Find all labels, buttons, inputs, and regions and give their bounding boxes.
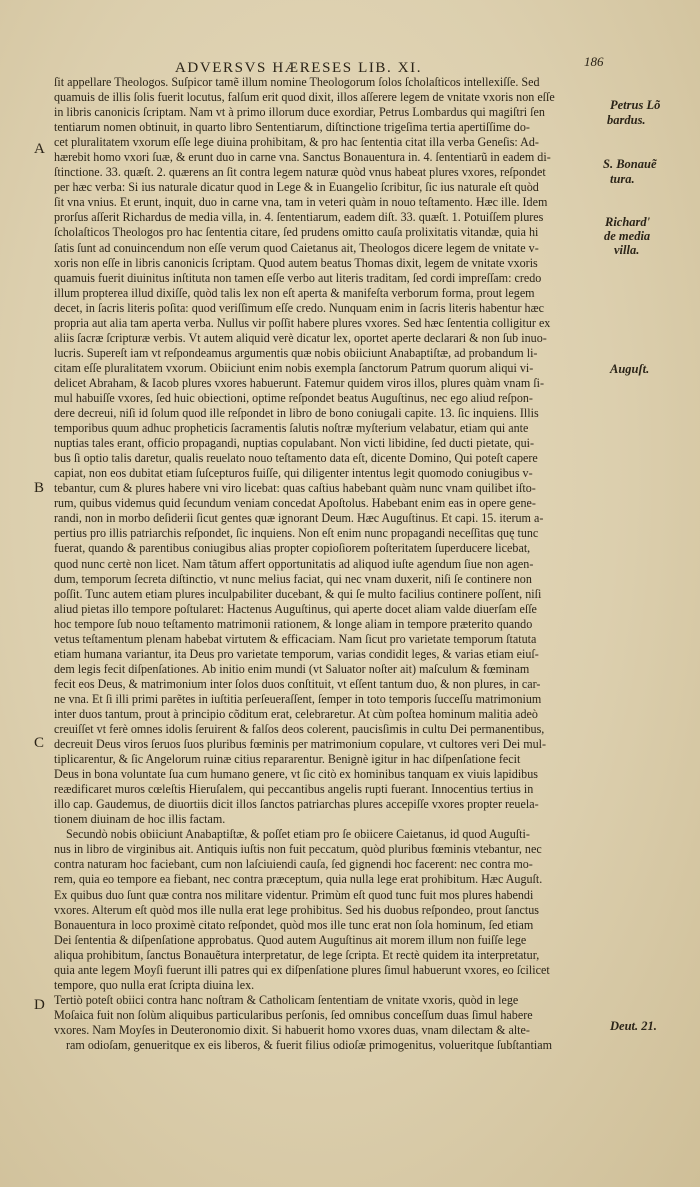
- text-line: pertius pro illis patriarchis reſpondet, ſic inquiens. Non eſt enim nunc propagandi neceſſitas quę tunc: [54, 526, 539, 541]
- text-line: tionem diuinam de hoc illis factam.: [54, 812, 226, 827]
- text-line: ſtinctione. 33. quæſt. 2. quærens an ſit contra legem naturæ quòd vnus habeat plures vxores, reſpondet: [54, 165, 546, 180]
- text-line: poſſit. Tunc autem etiam plures inculpabiliter ducebant, & qui ſe multo facilius continere poſſent, niſi: [54, 586, 542, 601]
- text-line: inter duos tantum, prout à principio cõditum erat, celebraretur. At cùm poſtea hominum malitia adeò: [54, 706, 538, 721]
- text-line: lucris. Supereſt iam vt reſpondeamus argumentis quæ nobis obiiciunt Anabaptiſtæ, ad probandum li-: [54, 345, 538, 360]
- text-line: aliis ſacræ ſcripturæ verbis. Vt autem aliquid verè dicatur lex, oportet aperte declarari & non ſub inuo-: [54, 330, 547, 345]
- text-line: reædificaret muros cœleſtis Hieruſalem, qui peccantibus angelis rupti fuerant. Innocentius tertius in: [54, 782, 534, 797]
- text-line: ne vna. Et ſi illi primi parẽtes in iuſtitia perſeueraſſent, ſemper in toto temporis ſucceſſu matrimonium: [54, 691, 542, 706]
- text-line: vxores. Alterum eſt quòd mos ille nulla erat lege prohibitus. Sed his duobus reſpondeo, prout ſanctus: [54, 902, 540, 917]
- section-marker-c: C: [34, 735, 45, 751]
- text-line: nuptias tales erant, officio propagandi, nuptias copulabant. Non victi libidine, ſed ducti pietate, qui-: [54, 436, 535, 451]
- section-marker-d: D: [34, 997, 45, 1013]
- text-line: ſit appellare Theologos. Suſpicor tamẽ illum nomine Theologorum ſolos ſcholaſticos intellexiſſe. Sed: [54, 75, 540, 89]
- text-line: ſatis ſunt ad conuincendum non eſſe verum quod Caietanus ait, Theologos dicere legem de vnitate v-: [54, 240, 539, 255]
- text-line: tentiarum nomen obtinuit, in quarto libro Sententiarum, diſtinctione trigeſima tertia apertiſſime do-: [54, 120, 530, 135]
- text-line: illum propterea illud dixiſſe, quòd talis lex non eſt aperta & manifeſta verborum forma, prout legem: [54, 285, 535, 300]
- text-line: propria aut alia tam aperta verba. Nullus vir poſſit habere plures vxores. Sed hæc ſententia colligitur ex: [54, 315, 551, 330]
- folio-number: 186: [584, 54, 604, 69]
- text-line: cet pluralitatem vxorum eſſe lege diuina prohibitam, & pro hac ſententia citat illa verba Geneſis: Ad-: [54, 135, 539, 150]
- text-line: quamuis de illis ſolis fuerit locutus, falſum erit quod dixit, illos aſſerere legem de vnitate vxoris non eſſe: [54, 90, 555, 105]
- text-line: ram odioſam, genueritque ex eis liberos, & fuerit filius odioſæ primogenitus, volueritque ſubſtantiam: [66, 1038, 553, 1052]
- text-line: in libris canonicis ſcriptam. Nam vt à primo illorum duce exordiar, Petrus Lombardus qui magiſtri ſen: [54, 105, 545, 120]
- text-line: rem, quia eo tempore ea fiebant, nec contra præceptum, quia nulla lege erat prohibitum. Hæc Auguſt.: [54, 872, 543, 887]
- text-line: dem legis fecit diſpenſationes. Ab initio enim mundi (vt Saluator noſter ait) maſculum & fœminam: [54, 661, 530, 676]
- text-line: illo cap. Gaudemus, de diuortiis dicit illos ſanctos patriarchas plures accepiſſe vxores propter reuela-: [54, 797, 539, 812]
- text-line: citam eſſe pluralitatem vxorum. Obiiciunt enim nobis exempla ſanctorum Patrum quorum aliqui vi-: [54, 360, 534, 375]
- text-line: nus in libro de virginibus ait. Antiquis iuſtis non fuit peccatum, quòd pluribus fœminis vtebantur, nec: [54, 842, 542, 857]
- text-line: etiam humana variantur, ita Deus pro varietate temporum, varias condidit leges, & varias etiam eiuſ-: [54, 646, 539, 661]
- text-line: quod nunc certè non licet. Nam tãtum affert opportunitatis ad aliquod iuſte agendum ſiue non agen-: [54, 556, 534, 571]
- text-line: decreuit Deus viros ſeruos ſuos pluribus fœminis per matrimonium copulare, vt cultores veri Dei mul-: [54, 737, 547, 752]
- margin-note-petrus-1: Petrus Lõ: [610, 98, 661, 112]
- text-line: vxores. Nam Moyſes in Deuteronomio dixit. Si habuerit homo vxores duas, vnam dilectam & alte-: [54, 1022, 530, 1037]
- margin-note-bonaventura-1: S. Bonauẽ: [603, 157, 657, 171]
- margin-note-deuteronomy: Deut. 21.: [610, 1019, 657, 1033]
- text-line: xoris non eſſe in libris canonicis ſcriptam. Quod autem beatus Thomas dixit, legem de vnitate vxoris: [54, 255, 538, 270]
- text-line: bus ſi optio talis daretur, qualis reuelato nouo teſtamento data eſt, dicente Domino, Qui poteſt capere: [54, 451, 538, 466]
- margin-note-richard-3: villa.: [614, 243, 640, 257]
- section-marker-a: A: [34, 141, 45, 157]
- section-marker-b: B: [34, 480, 45, 496]
- text-line: vetus teſtamentum plenam habebat virtutem & efficaciam. Nam ſicut pro varietate temporum ſtatuta: [54, 631, 537, 646]
- text-line: hærebit homo vxori ſuæ, & erunt duo in carne vna. Sanctus Bonauentura in. 4. ſententiarũ in eadem di-: [54, 150, 551, 165]
- text-line: creuiſſet vt ferè omnes idolis ſeruirent & falſos deos colerent, paucisſimis in cultu Dei permanentibus,: [54, 722, 545, 737]
- text-line: Moſaica fuit non ſolùm aliquibus particularibus perſonis, ſed omnibus conceſſum duas ſimul habere: [54, 1007, 533, 1022]
- text-line: capiat, non eos dubitat etiam ſuſcepturos fuiſſe, qui diligenter intentus legit quomodo coniugibus v-: [54, 466, 533, 481]
- text-line: rum, quibus videmus quid ſecundum veniam concedat Apoſtolus. Habebant enim eas in opere gene-: [54, 496, 536, 511]
- text-line: decet, in ſacris literis poſita: quod veriſſimum eſſe credo. Nunquam enim in ſacris literis habentur hæc: [54, 300, 544, 315]
- text-line: mul habuiſſe vxores, ſed huic obiectioni, optime reſpondet beatus Auguſtinus, nec ego aliud reſpon-: [54, 390, 533, 405]
- margin-note-richard-2: de media: [604, 229, 651, 243]
- text-line: delicet Abraham, & Iacob plures vxores habuerunt. Fatemur quidem viros illos, plures quàm vnam ſi-: [54, 375, 545, 390]
- margin-note-petrus-2: bardus.: [607, 113, 646, 127]
- text-line: fecit eos Deus, & matrimonium inter ſolos duos conſtituit, vt eſſent tantum duo, & non plures, in car-: [54, 676, 541, 691]
- text-line: dere decreui, niſi id ſolum quod ille reſpondet in libro de bono coniugali capite. 13. ſic inquiens. Illis: [54, 406, 539, 421]
- text-line: quia ante legem Moyſi fuerunt illi patres qui ex diſpenſatione plures ſimul habuerunt vxores, eo ſcilicet: [54, 962, 550, 977]
- text-line: temporibus quum adhuc propheticis ſacramentis ſalutis noſtræ myſterium velabatur, etiam qui ante: [54, 421, 529, 436]
- text-line: quamuis fuerit diuinitus inſtituta non tamen eſſe verbo aut literis traditam, ſed cordi impreſſam: credo: [54, 270, 542, 285]
- margin-note-bonaventura-2: tura.: [610, 172, 635, 186]
- text-line: fuerat, quando & parentibus coniugibus alias propter copioſiorem poſteritatem ſuperducere licebat,: [54, 541, 531, 556]
- page-header: [0, 48, 700, 78]
- text-line: Dei ſententia & diſpenſatione approbatus. Quod autem Auguſtinus ait morem illum non fuiſſe lege: [54, 932, 527, 947]
- text-line: ſit vna vnius. Et erunt, inquit, duo in carne vna, tam in veteri quàm in nouo teſtamento. Hæc ille. Idem: [54, 195, 548, 210]
- text-line: tebantur, cum & plures habere vni viro licebat: quas caſtius habebant quàm nunc vnam quilibet iſto-: [54, 481, 536, 496]
- text-line: Tertiò poteſt obiici contra hanc noſtram & Catholicam ſententiam de vnitate vxoris, quòd in lege: [54, 992, 519, 1007]
- text-line: Bonauentura in loco proximè citato reſpondet, quòd mos ille tunc erat non ſola hominum, ſed etiam: [54, 917, 534, 932]
- margin-note-richard-1: Richard': [605, 215, 651, 229]
- text-line: aliud pietas illo tempore poſtularet: Hactenus Auguſtinus, qui aperte docet aliam valde diuerſam eſſe: [54, 601, 537, 616]
- text-line: Ex quibus duo ſunt quæ contra nos militare videntur. Primùm eſt quod tunc fuit mos plures habendi: [54, 887, 534, 902]
- text-line: tempore, quo nulla erat ſcripta diuina lex.: [54, 977, 255, 992]
- text-line: Deus in bona voluntate ſua cum humano genere, vt ſic citò ex hominibus tanquam ex viuis lapidibus: [54, 767, 538, 782]
- text-line: contra naturam hoc faciebant, cum non laſciuiendi cauſa, ſed gignendi hoc facerent: nec contra mo-: [54, 857, 533, 872]
- margin-note-augustine: Auguſt.: [610, 362, 650, 376]
- text-line: tiplicarentur, & ſic Angelorum ruinæ citius repararentur. Benignè igitur in hac diſpenſatione fecit: [54, 752, 521, 767]
- text-line: randi, non in morbo deſiderii ſicut gentes quæ ignorant Deum. Hæc Auguſtinus. Et capi. 15. iterum a-: [54, 511, 544, 526]
- running-title: ADVERSVS HÆRESES LIB. XI.: [175, 60, 423, 76]
- text-line: Secundò nobis obiiciunt Anabaptiſtæ, & poſſet etiam pro ſe obiicere Caietanus, id quod Auguſti-: [66, 827, 530, 842]
- main-text-column: [54, 75, 598, 1053]
- text-line: prorſus aſſerit Richardus de media villa, in. 4. ſententiarum, eadem diſt. 33. quæſt. 1. Potuiſſem plures: [54, 210, 544, 225]
- text-line: ſcholaſticos Theologos pro hac ſententia citare, ſed prudens omitto cauſa prolixitatis vitandæ, quia hi: [54, 225, 539, 240]
- text-line: hoc tempore ſub nouo teſtamento matrimonii rationem, & longe aliam in tempore præterito quando: [54, 616, 533, 631]
- text-line: per hæc verba: Si ius naturale dicatur quod in Lege & in Euangelio ſcribitur, ſic ius naturale eſt quòd: [54, 180, 539, 195]
- text-line: dum, temporum ſecreta diſtinctio, vt nunc melius faciat, qui nec vnam duxerit, niſi ſe continere non: [54, 571, 532, 586]
- text-line: aliqua prohibitum, ſanctus Bonauẽtura interpretatur, de lege ſcripta. Et rectè quidem ita interpretatur,: [54, 947, 540, 962]
